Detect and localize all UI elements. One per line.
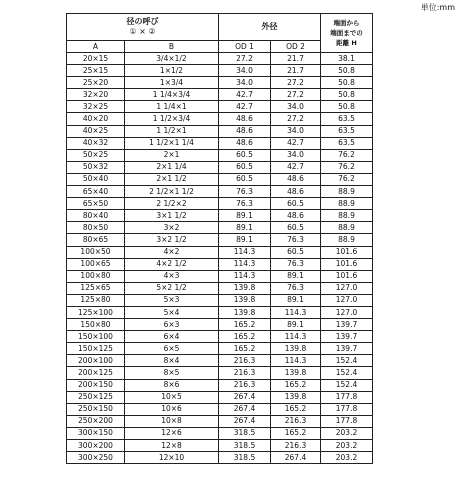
cell-size-a: 40×20 bbox=[67, 113, 125, 125]
cell-distance-h: 203.2 bbox=[321, 440, 373, 452]
cell-size-a: 150×80 bbox=[67, 319, 125, 331]
table-row bbox=[67, 391, 373, 403]
distance-header-line-3: 距離 H bbox=[336, 39, 357, 47]
cell-size-a: 200×125 bbox=[67, 367, 125, 379]
cell-od2: 60.5 bbox=[271, 222, 321, 234]
cell-distance-h: 88.9 bbox=[321, 198, 373, 210]
cell-od2: 89.1 bbox=[271, 294, 321, 306]
end-to-end-distance-header bbox=[321, 14, 373, 53]
cell-od1: 216.3 bbox=[219, 379, 271, 391]
cell-distance-h: 63.5 bbox=[321, 125, 373, 137]
cell-od2: 48.6 bbox=[271, 173, 321, 185]
cell-od2: 76.3 bbox=[271, 282, 321, 294]
cell-od1: 48.6 bbox=[219, 125, 271, 137]
cell-size-a: 50×40 bbox=[67, 173, 125, 185]
cell-od2: 27.2 bbox=[271, 113, 321, 125]
col-header-od2: OD 2 bbox=[271, 41, 321, 53]
cell-size-b: 8×5 bbox=[125, 367, 219, 379]
cell-distance-h: 101.6 bbox=[321, 270, 373, 282]
cell-distance-h: 50.8 bbox=[321, 65, 373, 77]
cell-od2: 21.7 bbox=[271, 53, 321, 65]
cell-size-b: 1 1/2×1 1/4 bbox=[125, 137, 219, 149]
cell-od2: 34.0 bbox=[271, 149, 321, 161]
cell-od1: 267.4 bbox=[219, 391, 271, 403]
cell-distance-h: 76.2 bbox=[321, 149, 373, 161]
cell-size-b: 1 1/2×1 bbox=[125, 125, 219, 137]
cell-size-a: 125×65 bbox=[67, 282, 125, 294]
table-row bbox=[67, 403, 373, 415]
cell-distance-h: 76.2 bbox=[321, 173, 373, 185]
cell-od2: 165.2 bbox=[271, 403, 321, 415]
table-row bbox=[67, 137, 373, 149]
cell-od1: 139.8 bbox=[219, 306, 271, 318]
cell-od2: 165.2 bbox=[271, 427, 321, 439]
unit-label: 単位:mm bbox=[420, 3, 455, 12]
table-row bbox=[67, 427, 373, 439]
cell-size-b: 2 1/2×1 1/2 bbox=[125, 186, 219, 198]
cell-distance-h: 50.8 bbox=[321, 101, 373, 113]
cell-od2: 60.5 bbox=[271, 198, 321, 210]
table-row bbox=[67, 222, 373, 234]
cell-od2: 139.8 bbox=[271, 343, 321, 355]
cell-size-b: 10×5 bbox=[125, 391, 219, 403]
cell-distance-h: 203.2 bbox=[321, 427, 373, 439]
cell-size-a: 125×80 bbox=[67, 294, 125, 306]
cell-size-b: 4×3 bbox=[125, 270, 219, 282]
cell-od1: 48.6 bbox=[219, 137, 271, 149]
table-row bbox=[67, 210, 373, 222]
cell-distance-h: 88.9 bbox=[321, 234, 373, 246]
table-row bbox=[67, 246, 373, 258]
cell-od1: 318.5 bbox=[219, 452, 271, 464]
cell-od1: 318.5 bbox=[219, 427, 271, 439]
cell-od1: 42.7 bbox=[219, 89, 271, 101]
cell-size-b: 12×6 bbox=[125, 427, 219, 439]
table-row bbox=[67, 452, 373, 464]
cell-size-b: 2 1/2×2 bbox=[125, 198, 219, 210]
cell-od1: 216.3 bbox=[219, 367, 271, 379]
cell-od2: 267.4 bbox=[271, 452, 321, 464]
table-row bbox=[67, 53, 373, 65]
cell-size-a: 300×250 bbox=[67, 452, 125, 464]
cell-size-b: 2×1 1/4 bbox=[125, 161, 219, 173]
cell-od2: 27.2 bbox=[271, 89, 321, 101]
cell-size-b: 8×4 bbox=[125, 355, 219, 367]
cell-distance-h: 63.5 bbox=[321, 137, 373, 149]
cell-od2: 216.3 bbox=[271, 415, 321, 427]
cell-od2: 216.3 bbox=[271, 440, 321, 452]
table-row bbox=[67, 258, 373, 270]
cell-size-a: 40×32 bbox=[67, 137, 125, 149]
cell-size-a: 65×50 bbox=[67, 198, 125, 210]
cell-od2: 21.7 bbox=[271, 65, 321, 77]
table-row bbox=[67, 270, 373, 282]
cell-od2: 60.5 bbox=[271, 246, 321, 258]
cell-size-a: 150×100 bbox=[67, 331, 125, 343]
table-row bbox=[67, 294, 373, 306]
cell-size-b: 10×8 bbox=[125, 415, 219, 427]
table-row bbox=[67, 319, 373, 331]
cell-size-a: 100×50 bbox=[67, 246, 125, 258]
cell-size-b: 5×2 1/2 bbox=[125, 282, 219, 294]
table-row bbox=[67, 186, 373, 198]
cell-distance-h: 76.2 bbox=[321, 161, 373, 173]
table-row bbox=[67, 89, 373, 101]
cell-size-b: 3×2 bbox=[125, 222, 219, 234]
cell-size-a: 80×65 bbox=[67, 234, 125, 246]
cell-distance-h: 88.9 bbox=[321, 210, 373, 222]
distance-header-line-2: 端面までの bbox=[330, 29, 363, 37]
cell-od1: 76.3 bbox=[219, 198, 271, 210]
cell-size-b: 10×6 bbox=[125, 403, 219, 415]
cell-distance-h: 127.0 bbox=[321, 294, 373, 306]
cell-od1: 165.2 bbox=[219, 331, 271, 343]
cell-size-b: 2×1 1/2 bbox=[125, 173, 219, 185]
header-row-top bbox=[67, 14, 373, 41]
cell-od1: 114.3 bbox=[219, 270, 271, 282]
cell-od2: 114.3 bbox=[271, 306, 321, 318]
cell-size-a: 32×25 bbox=[67, 101, 125, 113]
cell-size-b: 1 1/4×1 bbox=[125, 101, 219, 113]
table-row bbox=[67, 367, 373, 379]
cell-od1: 76.3 bbox=[219, 186, 271, 198]
cell-od2: 114.3 bbox=[271, 355, 321, 367]
cell-size-b: 12×8 bbox=[125, 440, 219, 452]
cell-od1: 114.3 bbox=[219, 246, 271, 258]
cell-od2: 165.2 bbox=[271, 379, 321, 391]
cell-distance-h: 63.5 bbox=[321, 113, 373, 125]
table-row bbox=[67, 282, 373, 294]
cell-size-a: 150×125 bbox=[67, 343, 125, 355]
cell-od1: 165.2 bbox=[219, 343, 271, 355]
cell-od2: 34.0 bbox=[271, 125, 321, 137]
cell-distance-h: 127.0 bbox=[321, 282, 373, 294]
cell-od2: 139.8 bbox=[271, 367, 321, 379]
cell-od1: 165.2 bbox=[219, 319, 271, 331]
cell-distance-h: 101.6 bbox=[321, 258, 373, 270]
cell-distance-h: 139.7 bbox=[321, 343, 373, 355]
table-row bbox=[67, 343, 373, 355]
cell-size-a: 250×150 bbox=[67, 403, 125, 415]
table-row bbox=[67, 440, 373, 452]
table-row bbox=[67, 198, 373, 210]
cell-od1: 48.6 bbox=[219, 113, 271, 125]
table-body bbox=[67, 53, 373, 464]
table-row bbox=[67, 415, 373, 427]
distance-header-line-1: 端面から bbox=[333, 19, 360, 27]
cell-size-b: 6×3 bbox=[125, 319, 219, 331]
cell-distance-h: 152.4 bbox=[321, 355, 373, 367]
cell-size-a: 25×20 bbox=[67, 77, 125, 89]
cell-distance-h: 152.4 bbox=[321, 367, 373, 379]
cell-od1: 60.5 bbox=[219, 149, 271, 161]
cell-od1: 139.8 bbox=[219, 282, 271, 294]
cell-distance-h: 127.0 bbox=[321, 306, 373, 318]
cell-od2: 27.2 bbox=[271, 77, 321, 89]
cell-od2: 89.1 bbox=[271, 270, 321, 282]
cell-size-b: 5×3 bbox=[125, 294, 219, 306]
cell-size-b: 3/4×1/2 bbox=[125, 53, 219, 65]
cell-od1: 216.3 bbox=[219, 355, 271, 367]
cell-distance-h: 177.8 bbox=[321, 391, 373, 403]
table-row bbox=[67, 113, 373, 125]
cell-od2: 139.8 bbox=[271, 391, 321, 403]
cell-size-b: 1 1/2×3/4 bbox=[125, 113, 219, 125]
cell-size-a: 200×150 bbox=[67, 379, 125, 391]
cell-size-b: 5×4 bbox=[125, 306, 219, 318]
cell-od2: 48.6 bbox=[271, 210, 321, 222]
cell-size-b: 1×1/2 bbox=[125, 65, 219, 77]
cell-size-a: 32×20 bbox=[67, 89, 125, 101]
cell-size-a: 65×40 bbox=[67, 186, 125, 198]
cell-size-b: 4×2 1/2 bbox=[125, 258, 219, 270]
col-header-a: A bbox=[67, 41, 125, 53]
cell-size-a: 80×50 bbox=[67, 222, 125, 234]
outer-diameter-header: 外径 bbox=[219, 14, 321, 41]
cell-od1: 267.4 bbox=[219, 403, 271, 415]
cell-size-a: 300×200 bbox=[67, 440, 125, 452]
cell-size-b: 4×2 bbox=[125, 246, 219, 258]
col-header-b: B bbox=[125, 41, 219, 53]
cell-size-b: 6×4 bbox=[125, 331, 219, 343]
cell-od1: 114.3 bbox=[219, 258, 271, 270]
cell-od1: 89.1 bbox=[219, 234, 271, 246]
cell-size-b: 1×3/4 bbox=[125, 77, 219, 89]
cell-size-b: 6×5 bbox=[125, 343, 219, 355]
table-row bbox=[67, 306, 373, 318]
cell-od2: 42.7 bbox=[271, 137, 321, 149]
nominal-size-subtitle: ① × ② bbox=[129, 27, 156, 36]
table-row bbox=[67, 161, 373, 173]
table-row bbox=[67, 234, 373, 246]
table-row bbox=[67, 173, 373, 185]
cell-size-a: 125×100 bbox=[67, 306, 125, 318]
cell-distance-h: 38.1 bbox=[321, 53, 373, 65]
table-row bbox=[67, 125, 373, 137]
cell-distance-h: 50.8 bbox=[321, 89, 373, 101]
cell-size-a: 25×15 bbox=[67, 65, 125, 77]
cell-od2: 34.0 bbox=[271, 101, 321, 113]
cell-distance-h: 177.8 bbox=[321, 415, 373, 427]
reducer-dimension-table bbox=[66, 13, 373, 464]
cell-od1: 139.8 bbox=[219, 294, 271, 306]
cell-od1: 34.0 bbox=[219, 65, 271, 77]
cell-distance-h: 88.9 bbox=[321, 222, 373, 234]
cell-od2: 42.7 bbox=[271, 161, 321, 173]
cell-size-a: 300×150 bbox=[67, 427, 125, 439]
cell-size-a: 200×100 bbox=[67, 355, 125, 367]
table-row bbox=[67, 355, 373, 367]
cell-size-a: 100×65 bbox=[67, 258, 125, 270]
cell-distance-h: 139.7 bbox=[321, 319, 373, 331]
cell-size-a: 250×125 bbox=[67, 391, 125, 403]
cell-size-a: 250×200 bbox=[67, 415, 125, 427]
table-row bbox=[67, 331, 373, 343]
cell-od1: 89.1 bbox=[219, 210, 271, 222]
cell-od2: 76.3 bbox=[271, 258, 321, 270]
cell-distance-h: 88.9 bbox=[321, 186, 373, 198]
cell-od1: 60.5 bbox=[219, 173, 271, 185]
cell-od2: 76.3 bbox=[271, 234, 321, 246]
cell-od1: 34.0 bbox=[219, 77, 271, 89]
cell-od2: 114.3 bbox=[271, 331, 321, 343]
cell-size-b: 1 1/4×3/4 bbox=[125, 89, 219, 101]
table-row bbox=[67, 77, 373, 89]
table-row bbox=[67, 101, 373, 113]
cell-od1: 27.2 bbox=[219, 53, 271, 65]
cell-size-b: 12×10 bbox=[125, 452, 219, 464]
cell-od2: 89.1 bbox=[271, 319, 321, 331]
cell-distance-h: 101.6 bbox=[321, 246, 373, 258]
cell-size-a: 40×25 bbox=[67, 125, 125, 137]
cell-distance-h: 50.8 bbox=[321, 77, 373, 89]
cell-distance-h: 152.4 bbox=[321, 379, 373, 391]
cell-size-a: 50×25 bbox=[67, 149, 125, 161]
cell-od1: 318.5 bbox=[219, 440, 271, 452]
table-row bbox=[67, 65, 373, 77]
cell-size-a: 100×80 bbox=[67, 270, 125, 282]
cell-od1: 89.1 bbox=[219, 222, 271, 234]
table-row bbox=[67, 379, 373, 391]
nominal-size-header bbox=[67, 14, 219, 41]
table-row bbox=[67, 149, 373, 161]
cell-distance-h: 177.8 bbox=[321, 403, 373, 415]
cell-od1: 267.4 bbox=[219, 415, 271, 427]
cell-size-b: 8×6 bbox=[125, 379, 219, 391]
cell-od1: 42.7 bbox=[219, 101, 271, 113]
cell-size-b: 3×2 1/2 bbox=[125, 234, 219, 246]
col-header-od1: OD 1 bbox=[219, 41, 271, 53]
nominal-size-title: 径の呼び bbox=[126, 17, 159, 26]
cell-od2: 48.6 bbox=[271, 186, 321, 198]
cell-size-a: 80×40 bbox=[67, 210, 125, 222]
cell-distance-h: 139.7 bbox=[321, 331, 373, 343]
cell-size-a: 50×32 bbox=[67, 161, 125, 173]
cell-size-b: 3×1 1/2 bbox=[125, 210, 219, 222]
cell-distance-h: 203.2 bbox=[321, 452, 373, 464]
cell-od1: 60.5 bbox=[219, 161, 271, 173]
cell-size-b: 2×1 bbox=[125, 149, 219, 161]
cell-size-a: 20×15 bbox=[67, 53, 125, 65]
